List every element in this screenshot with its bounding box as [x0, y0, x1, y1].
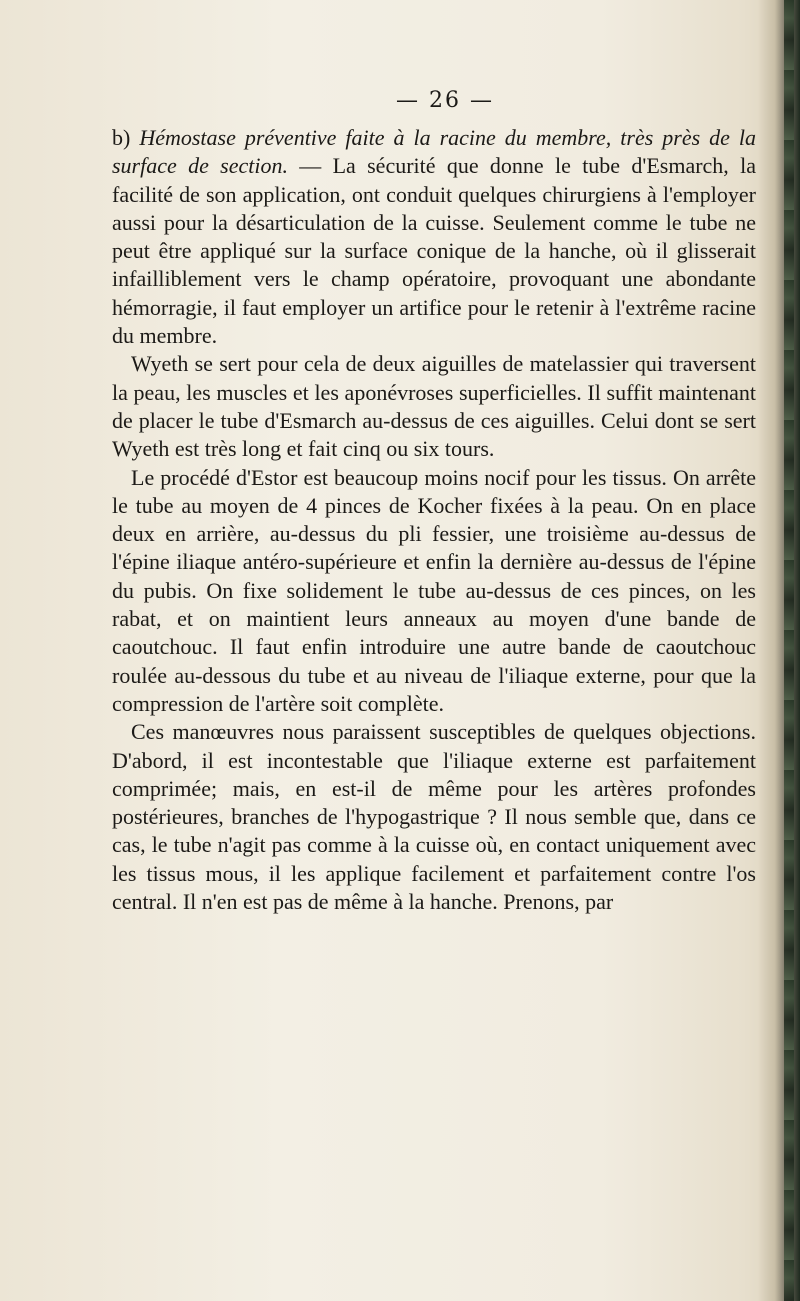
binding-strip	[784, 0, 794, 1301]
paragraph-2: Wyeth se sert pour cela de deux aiguilles de matelassier qui traversent la peau, les muscles et les aponévroses superficielles. Il suffit maintenant de placer le tube d'Esmarch au-dessus de ces aiguilles. Celui dont se sert Wyeth est très long et fait cinq ou six tours.	[112, 351, 756, 462]
paragraph-1	[112, 124, 756, 350]
section-label: b)	[112, 125, 140, 150]
section-title: Hémostase préventive faite à la racine du membre, très près de la surface de section.	[112, 125, 756, 179]
body-text	[112, 124, 756, 916]
page-number: — 26 —	[396, 88, 494, 113]
paragraph-4: Ces manœuvres nous paraissent susceptibles de quelques objections. D'abord, il est incontestable que l'iliaque externe est parfaitement comprimée; mais, en est-il de même pour les artères profondes postérieures, branches de l'hypogastrique ? Il nous semble que, dans ce cas, le tube n'agit pas comme à la cuisse où, en contact uniquement avec les tissus mous, il les applique facilement et parfaitement contre l'os central. Il n'en est pas de même à la hanche. Prenons, par	[112, 719, 756, 915]
paragraph-3: Le procédé d'Estor est beaucoup moins nocif pour les tissus. On arrête le tube au moyen de 4 pinces de Kocher fixées à la peau. On en place deux en arrière, au-dessus du pli fessier, une troisième au-dessus de l'épine iliaque antéro-supérieure et enfin la dernière au-dessus de l'épine du pubis. On fixe solidement le tube au-dessus de ces pinces, on les rabat, et on maintient leurs anneaux au moyen d'une bande de caoutchouc. Il faut enfin introduire une autre bande de caoutchouc roulée au-dessous du tube et au niveau de l'iliaque externe, pour que la compression de l'artère soit complète.	[112, 464, 756, 716]
paragraph-1-body: — La sécurité que donne le tube d'Esmarch, la facilité de son application, ont conduit quelques chirurgiens à l'employer aussi pour la désarticulation de la cuisse. Seulement comme le tube ne peut être appliqué sur la surface conique de la hanche, où il glisserait infailliblement vers le champ opératoire, provoquant une abondante hémorragie, il faut employer un artifice pour le retenir à l'extrême racine du membre.	[112, 153, 756, 349]
